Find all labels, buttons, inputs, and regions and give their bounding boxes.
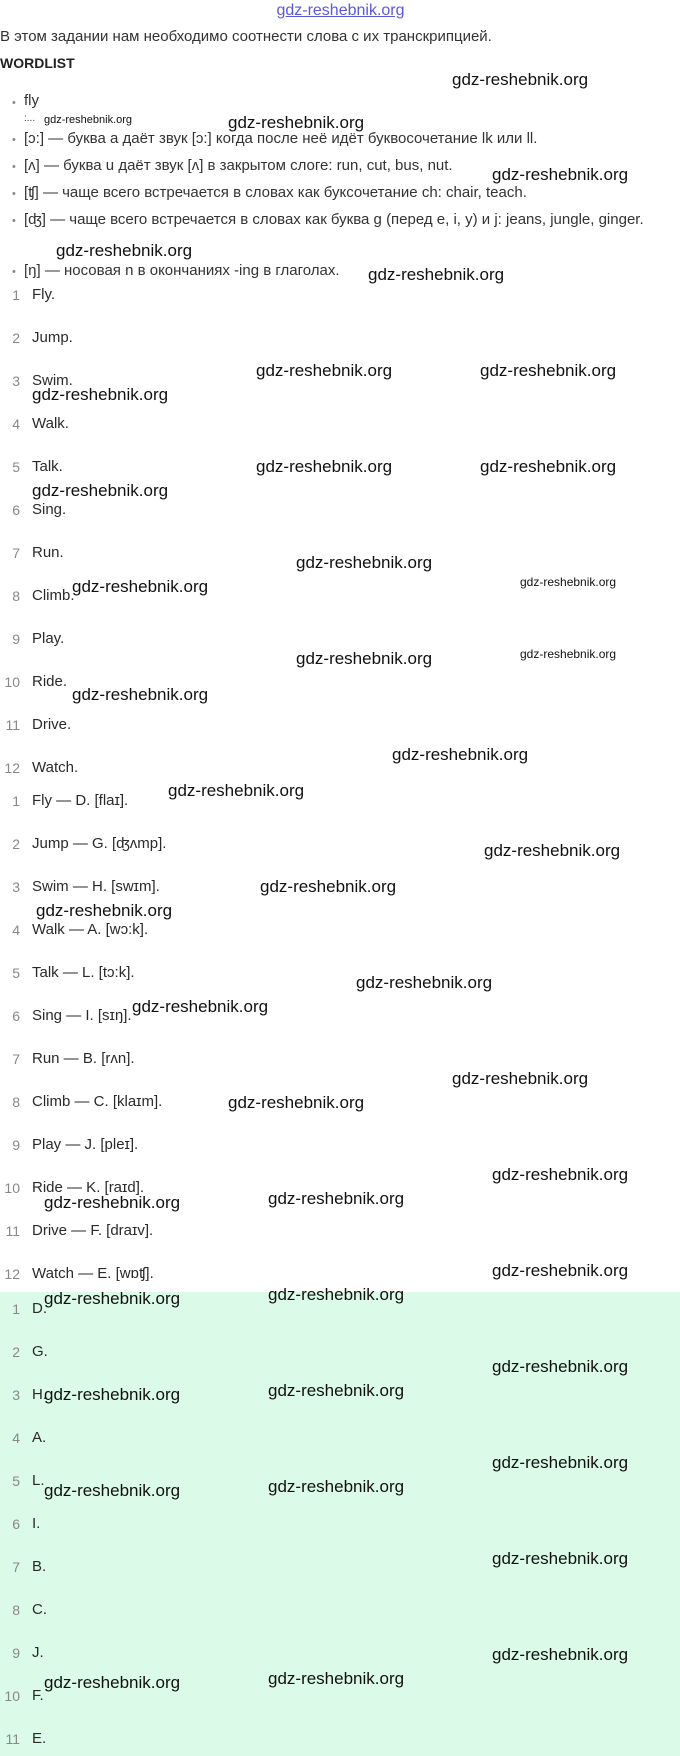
item-number: 7 <box>12 1051 20 1067</box>
watermark: gdz-reshebnik.org <box>492 1453 629 1472</box>
watermark: gdz-reshebnik.org <box>268 1189 405 1208</box>
watermark: gdz-reshebnik.org <box>36 901 173 920</box>
watermark: gdz-reshebnik.org <box>228 1093 365 1112</box>
watermark: gdz-reshebnik.org <box>228 113 365 132</box>
watermark: gdz-reshebnik.org <box>44 1481 181 1500</box>
item-number: 12 <box>4 1266 20 1282</box>
watermark: gdz-reshebnik.org <box>452 1069 589 1088</box>
item-number: 9 <box>12 631 20 647</box>
item-number: 4 <box>12 922 20 938</box>
watermark: gdz-reshebnik.org <box>492 1645 629 1664</box>
item-text: Climb. <box>32 587 75 604</box>
item-number: 4 <box>12 1430 20 1446</box>
item-text: Jump — G. [ʤʌmp]. <box>32 835 167 852</box>
item-text: Fly — D. [flaɪ]. <box>32 792 129 809</box>
item-number: 6 <box>12 1516 20 1532</box>
bullet-dot: • <box>12 266 16 278</box>
watermark: gdz-reshebnik.org <box>256 361 393 380</box>
watermark: gdz-reshebnik.org <box>492 1165 629 1184</box>
bullet-dot: • <box>12 134 16 146</box>
watermark: gdz-reshebnik.org <box>44 1193 181 1212</box>
bullet-dot: • <box>12 215 16 227</box>
item-text: Drive — F. [draɪv]. <box>32 1222 154 1239</box>
watermark: gdz-reshebnik.org <box>72 685 209 704</box>
watermark: gdz-reshebnik.org <box>32 481 169 500</box>
item-text: D. <box>32 1300 47 1317</box>
item-text: Run — B. [rʌn]. <box>32 1050 135 1067</box>
item-number: 3 <box>12 1387 20 1403</box>
item-number: 10 <box>4 1688 20 1704</box>
watermark: gdz-reshebnik.org <box>44 1385 181 1404</box>
intro-text: В этом задании нам необходимо соотнести слова с их транскрипцией. <box>0 28 492 45</box>
item-number: 9 <box>12 1137 20 1153</box>
item-text: J. <box>32 1644 44 1661</box>
watermark: gdz-reshebnik.org <box>268 1477 405 1496</box>
item-text: Play. <box>32 630 65 647</box>
watermark: gdz-reshebnik.org <box>132 997 269 1016</box>
ellipsis-text: :... <box>24 113 36 124</box>
item-number: 8 <box>12 588 20 604</box>
watermark: gdz-reshebnik.org <box>32 385 169 404</box>
item-text: Talk — L. [tɔ:k]. <box>32 964 135 981</box>
item-text: A. <box>32 1429 47 1446</box>
item-text: Drive. <box>32 716 72 733</box>
item-number: 5 <box>12 1473 20 1489</box>
item-text: Play — J. [pleɪ]. <box>32 1136 139 1153</box>
watermark: gdz-reshebnik.org <box>268 1669 405 1688</box>
watermark: gdz-reshebnik.org <box>44 114 133 126</box>
rule-item: [ʤ] — чаще всего встречается в словах как буква g (перед e, i, y) и j: jeans, jungle, ginger. <box>24 211 644 228</box>
watermark: gdz-reshebnik.org <box>484 841 621 860</box>
watermark: gdz-reshebnik.org <box>492 1549 629 1568</box>
item-number: 7 <box>12 1559 20 1575</box>
item-number: 1 <box>12 287 20 303</box>
item-text: Talk. <box>32 458 63 475</box>
item-text: C. <box>32 1601 47 1618</box>
item-number: 5 <box>12 459 20 475</box>
item-text: Sing. <box>32 501 67 518</box>
item-number: 9 <box>12 1645 20 1661</box>
wordlist-heading: WORDLIST <box>0 55 75 71</box>
watermark: gdz-reshebnik.org <box>492 1261 629 1280</box>
watermark: gdz-reshebnik.org <box>480 361 617 380</box>
item-text: F. <box>32 1687 44 1704</box>
item-text: Watch. <box>32 759 79 776</box>
watermark: gdz-reshebnik.org <box>452 70 589 89</box>
item-number: 1 <box>12 793 20 809</box>
item-number: 2 <box>12 1344 20 1360</box>
watermark: gdz-reshebnik.org <box>368 265 505 284</box>
item-text: E. <box>32 1730 47 1747</box>
item-number: 4 <box>12 416 20 432</box>
watermark: gdz-reshebnik.org <box>260 877 397 896</box>
watermark: gdz-reshebnik.org <box>268 1381 405 1400</box>
item-text: L. <box>32 1472 45 1489</box>
watermark: gdz-reshebnik.org <box>296 649 433 668</box>
item-number: 8 <box>12 1094 20 1110</box>
rule-item: [ʧ] — чаще всего встречается в словах как буксочетание ch: chair, teach. <box>24 184 527 201</box>
item-text: I. <box>32 1515 41 1532</box>
item-number: 3 <box>12 373 20 389</box>
bullet-dot: • <box>12 97 16 109</box>
item-text: Ride. <box>32 673 68 690</box>
watermark: gdz-reshebnik.org <box>392 745 529 764</box>
watermark: gdz-reshebnik.org <box>492 165 629 184</box>
item-number: 1 <box>12 1301 20 1317</box>
item-text: B. <box>32 1558 47 1575</box>
item-text: Walk. <box>32 415 69 432</box>
item-text: Swim. <box>32 372 73 389</box>
watermark: gdz-reshebnik.org <box>44 1289 181 1308</box>
item-text: Climb — C. [klaɪm]. <box>32 1093 163 1110</box>
item-text: Walk — A. [wɔ:k]. <box>32 921 149 938</box>
watermark: gdz-reshebnik.org <box>492 1357 629 1376</box>
site-logo-link[interactable]: gdz-reshebnik.org <box>276 2 405 19</box>
watermark: gdz-reshebnik.org <box>296 553 433 572</box>
item-text: Fly. <box>32 286 56 303</box>
bullet-dot: • <box>12 188 16 200</box>
rule-item: [ʌ] — буква u даёт звук [ʌ] в закрытом слоге: run, cut, bus, nut. <box>24 157 453 174</box>
item-number: 10 <box>4 1180 20 1196</box>
watermark: gdz-reshebnik.org <box>256 457 393 476</box>
rule-item: [ɔ:] — буква a даёт звук [ɔ:] когда после неё идёт буквосочетание lk или ll. <box>24 130 538 147</box>
item-number: 2 <box>12 836 20 852</box>
item-number: 11 <box>5 1223 20 1239</box>
item-text: Watch — E. [wɒʧ]. <box>32 1265 154 1282</box>
watermark: gdz-reshebnik.org <box>520 647 617 661</box>
watermark: gdz-reshebnik.org <box>56 241 193 260</box>
item-text: Swim — H. [swɪm]. <box>32 878 160 895</box>
watermark: gdz-reshebnik.org <box>44 1673 181 1692</box>
watermark: gdz-reshebnik.org <box>520 575 617 589</box>
item-number: 8 <box>12 1602 20 1618</box>
item-number: 3 <box>12 879 20 895</box>
item-number: 2 <box>12 330 20 346</box>
wordlist-word: fly <box>24 92 39 109</box>
item-number: 11 <box>5 717 20 733</box>
item-number: 11 <box>5 1731 20 1747</box>
item-text: Ride — K. [raɪd]. <box>32 1179 145 1196</box>
watermark: gdz-reshebnik.org <box>72 577 209 596</box>
item-number: 10 <box>4 674 20 690</box>
item-number: 5 <box>12 965 20 981</box>
watermark: gdz-reshebnik.org <box>356 973 493 992</box>
item-text: H. <box>32 1386 47 1403</box>
item-number: 6 <box>12 1008 20 1024</box>
item-text: Jump. <box>32 329 73 346</box>
item-number: 7 <box>12 545 20 561</box>
rule-item: [ŋ] — носовая n в окончаниях -ing в глаголах. <box>24 262 340 279</box>
item-text: G. <box>32 1343 48 1360</box>
watermark: gdz-reshebnik.org <box>268 1285 405 1304</box>
watermark: gdz-reshebnik.org <box>168 781 305 800</box>
item-number: 12 <box>4 760 20 776</box>
item-text: Run. <box>32 544 64 561</box>
item-text: Sing — I. [sɪŋ]. <box>32 1007 132 1024</box>
item-number: 6 <box>12 502 20 518</box>
bullet-dot: • <box>12 161 16 173</box>
watermark: gdz-reshebnik.org <box>480 457 617 476</box>
